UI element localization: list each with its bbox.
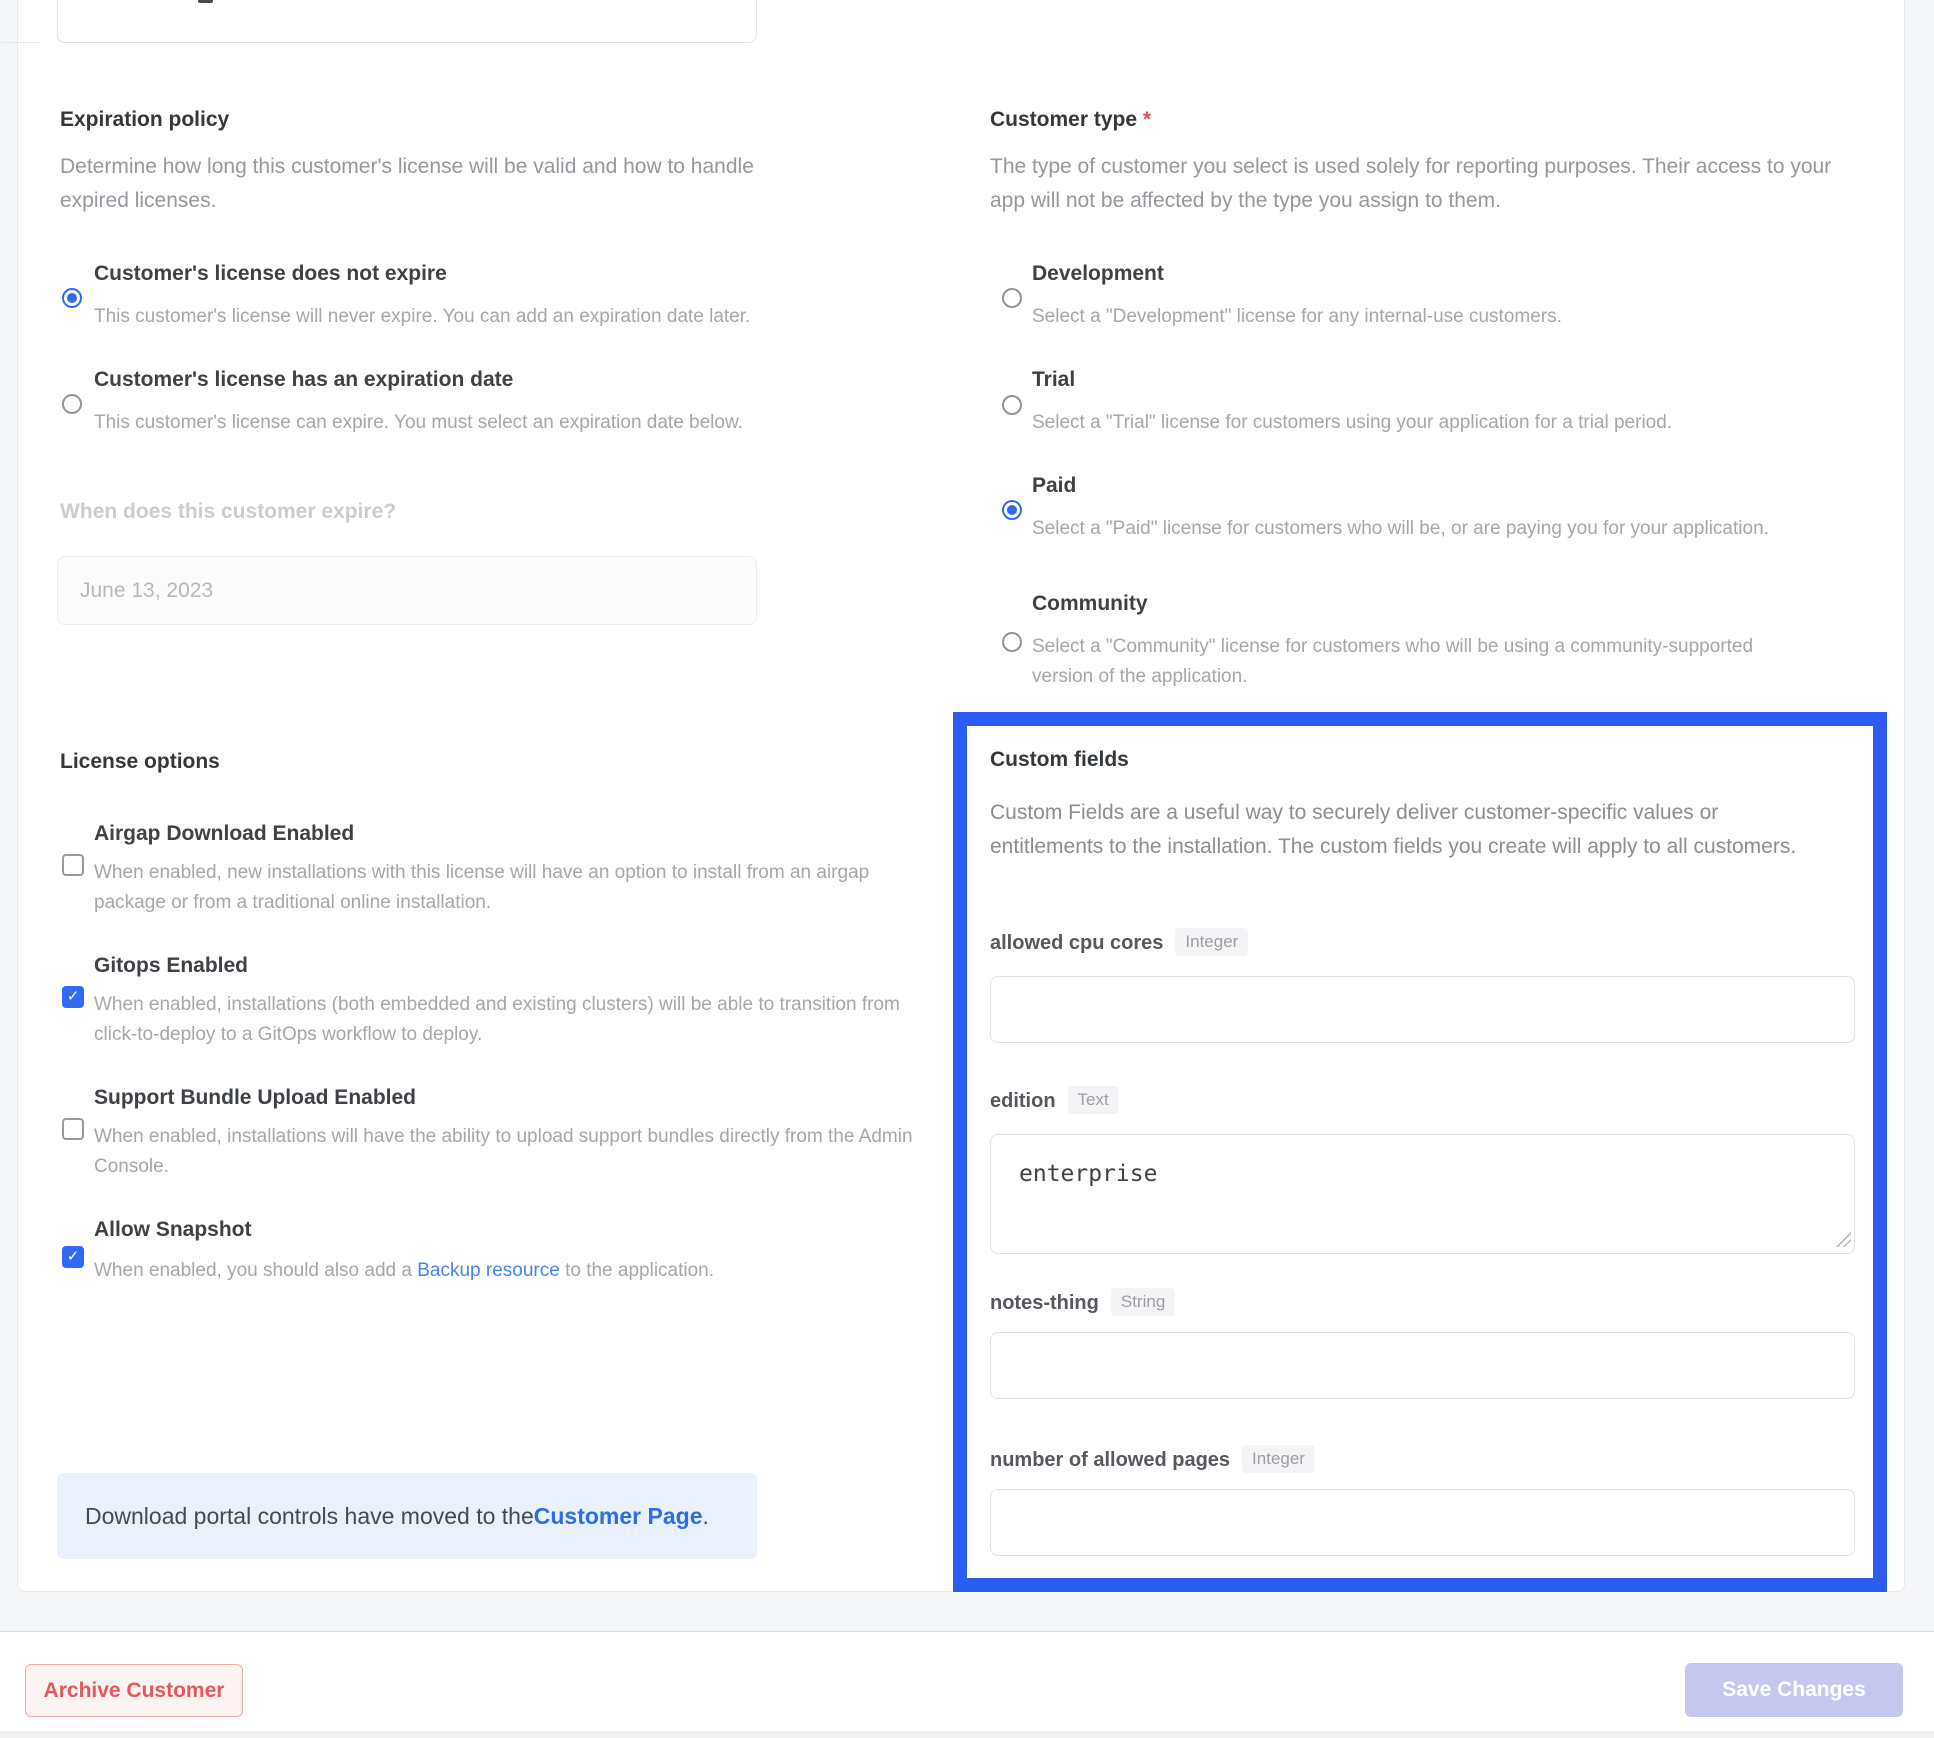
radio-label-license-does-not-expire[interactable]: Customer's license does not expire <box>94 262 447 285</box>
required-asterisk: * <box>1142 108 1152 131</box>
field-input-allowed-cpu-cores[interactable] <box>990 976 1855 1043</box>
checkbox-label-gitops[interactable]: Gitops Enabled <box>94 954 249 977</box>
archive-customer-button[interactable]: Archive Customer <box>25 1664 243 1717</box>
radio-customer-type-trial[interactable] <box>1002 395 1022 415</box>
field-input-notes-thing[interactable] <box>990 1332 1855 1399</box>
snapshot-desc-text: When enabled, you should also add a <box>94 1260 418 1281</box>
footer-bar <box>0 1631 1934 1738</box>
field-type-badge-string: String <box>1111 1288 1175 1316</box>
field-label-allowed-cpu-cores <box>990 928 1248 956</box>
field-label-notes-thing <box>990 1288 1175 1316</box>
field-name-notes-thing: notes-thing <box>990 1292 1099 1314</box>
banner-text-period: . <box>702 1502 709 1529</box>
banner-text: Download portal controls have moved to the <box>85 1502 534 1529</box>
radio-desc-development: Select a "Development" license for any internal-use customers. <box>1032 306 1562 327</box>
radio-label-community[interactable]: Community <box>1032 592 1148 615</box>
expire-date-label: When does this customer expire? <box>60 500 397 523</box>
download-portal-banner <box>57 1473 757 1559</box>
expiration-policy-heading: Expiration policy <box>60 108 230 131</box>
radio-label-paid[interactable]: Paid <box>1032 474 1077 497</box>
field-type-badge-integer-2: Integer <box>1242 1445 1315 1473</box>
checkbox-label-support-bundle[interactable]: Support Bundle Upload Enabled <box>94 1086 416 1109</box>
radio-customer-type-paid[interactable] <box>1002 500 1022 520</box>
customer-type-description: The type of customer you select is used solely for reporting purposes. Their access to your app will not be affected by the type you assign to them. <box>990 155 1832 212</box>
checkbox-desc-airgap: When enabled, new installations with this license will have an option to install from an airgap package or from a traditional online installation. <box>94 862 870 913</box>
checkbox-label-allow-snapshot[interactable]: Allow Snapshot <box>94 1218 252 1241</box>
radio-customer-type-development[interactable] <box>1002 288 1022 308</box>
custom-fields-heading: Custom fields <box>990 748 1129 771</box>
field-type-badge-integer: Integer <box>1175 928 1248 956</box>
expire-date-input[interactable] <box>57 556 757 625</box>
radio-desc-license-has-expiration: This customer's license can expire. You must select an expiration date below. <box>94 412 743 433</box>
checkbox-allow-snapshot[interactable] <box>62 1246 84 1268</box>
checkbox-desc-allow-snapshot <box>94 1256 994 1286</box>
radio-desc-community: Select a "Community" license for customers who will be using a community-supported version of the application. <box>1032 636 1754 687</box>
textarea-resize-handle[interactable] <box>1836 1232 1851 1247</box>
radio-desc-paid: Select a "Paid" license for customers who will be, or are paying you for your application. <box>1032 518 1769 539</box>
viewport-bottom-strip <box>0 1731 1934 1738</box>
radio-license-does-not-expire[interactable] <box>62 288 82 308</box>
field-name-allowed-cpu-cores: allowed cpu cores <box>990 932 1164 954</box>
backup-resource-link[interactable]: Backup resource <box>417 1260 560 1281</box>
radio-desc-trial: Select a "Trial" license for customers using your application for a trial period. <box>1032 412 1673 433</box>
field-name-number-of-allowed-pages: number of allowed pages <box>990 1449 1231 1471</box>
field-label-edition <box>990 1086 1119 1114</box>
page-background-band <box>0 1592 1934 1631</box>
customer-type-heading-text: Customer type <box>990 108 1138 131</box>
radio-label-development[interactable]: Development <box>1032 262 1164 285</box>
checkbox-desc-gitops: When enabled, installations (both embedded and existing clusters) will be able to transition from click-to-deploy to a GitOps workflow to deploy. <box>94 994 900 1045</box>
radio-desc-license-does-not-expire: This customer's license will never expire. You can add an expiration date later. <box>94 306 751 327</box>
checkbox-airgap[interactable] <box>62 854 84 876</box>
field-label-number-of-allowed-pages <box>990 1445 1315 1473</box>
snapshot-desc-text-after: to the application. <box>559 1260 715 1281</box>
save-changes-button[interactable]: Save Changes <box>1685 1663 1903 1717</box>
checkbox-label-airgap[interactable]: Airgap Download Enabled <box>94 822 355 845</box>
customer-type-heading <box>990 108 1151 132</box>
checkbox-desc-support-bundle: When enabled, installations will have the ability to upload support bundles directly from the Admin Console. <box>94 1126 913 1177</box>
field-textarea-edition[interactable] <box>990 1134 1855 1254</box>
cropped-text-fragment <box>198 0 213 3</box>
customer-page-link[interactable]: Customer Page <box>533 1502 703 1529</box>
checkbox-gitops[interactable] <box>62 986 84 1008</box>
radio-label-trial[interactable]: Trial <box>1032 368 1076 391</box>
custom-fields-description: Custom Fields are a useful way to securely deliver customer-specific values or entitlements to the installation. The custom fields you create will apply to all customers. <box>990 801 1797 858</box>
field-input-number-of-allowed-pages[interactable] <box>990 1489 1855 1556</box>
radio-license-has-expiration[interactable] <box>62 394 82 414</box>
expiration-policy-description: Determine how long this customer's license will be valid and how to handle expired licenses. <box>60 155 754 212</box>
checkbox-support-bundle[interactable] <box>62 1118 84 1140</box>
cropped-top-input[interactable] <box>57 0 757 43</box>
field-type-badge-text: Text <box>1068 1086 1119 1114</box>
divider-fragment <box>1 42 41 43</box>
radio-customer-type-community[interactable] <box>1002 632 1022 652</box>
radio-label-license-has-expiration[interactable]: Customer's license has an expiration date <box>94 368 514 391</box>
license-options-heading: License options <box>60 750 220 773</box>
field-name-edition: edition <box>990 1090 1056 1112</box>
